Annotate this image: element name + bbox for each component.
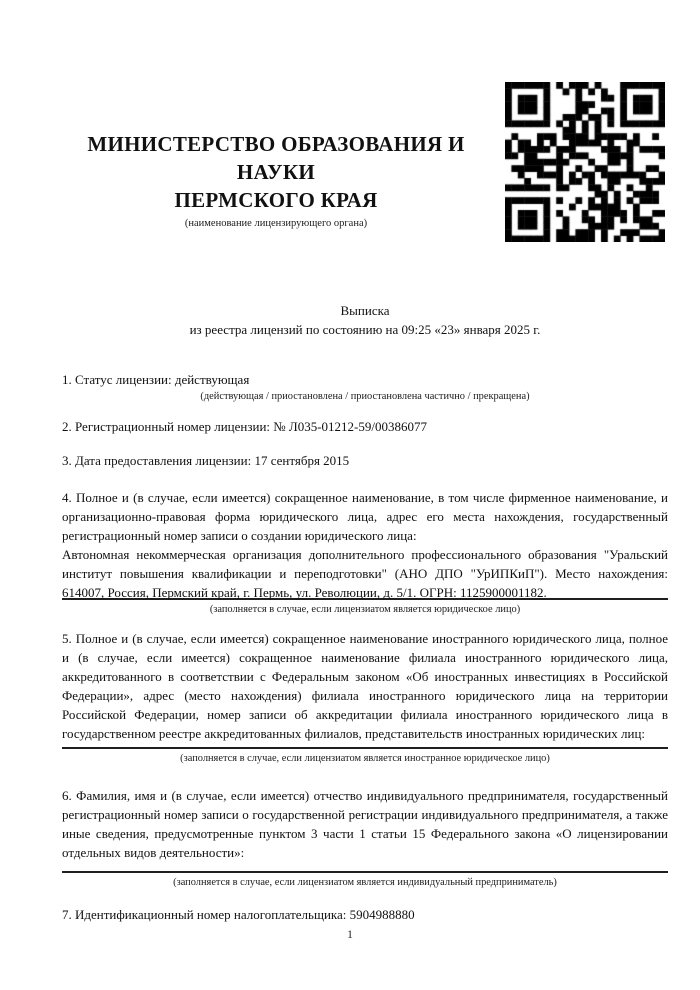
document-body	[62, 370, 668, 924]
document-title	[62, 301, 668, 339]
licensing-authority-header	[62, 130, 490, 229]
legal-entity-answer: Автономная некоммерческая организация дополнительного профессионального образования "Уральский институт повышения квалификации и переподготовки" (АНО ДПО "УрИПКиП"). Место нахождения: 614007, Россия, Пермский край, г. Пермь, ул. Революции, д. 5/1. ОГРН: 1125900001182.	[62, 547, 668, 600]
foreign-entity-question: 5. Полное и (в случае, если имеется) сокращенное наименование иностранного юридического лица, полное и (в случае, если имеется) сокращенное наименование филиала иностранного юридического лица, аккредитованного в соответствии с Федеральным законом «Об иностранных инвестициях в Российской Федерации», адрес (место нахождения) филиала иностранного юридического лица на территории Российской Федерации, номер записи об аккредитации филиала иностранного юридического лица в государственном реестре аккредитованных филиалов, представительств иностранных юридических лиц:	[62, 631, 668, 741]
foreign-entity-section	[62, 629, 668, 743]
individual-entrepreneur-section	[62, 786, 668, 862]
ministry-name-line1: МИНИСТЕРСТВО ОБРАЗОВАНИЯ И НАУКИ	[87, 132, 465, 184]
qr-code-icon	[505, 82, 665, 242]
taxpayer-id-field: 7. Идентификационный номер налогоплательщика: 5904988880	[62, 907, 415, 922]
ministry-caption: (наименование лицензирующего органа)	[184, 218, 368, 229]
individual-entrepreneur-note: (заполняется в случае, если лицензиатом является индивидуальный предприниматель)	[173, 877, 557, 888]
foreign-entity-note: (заполняется в случае, если лицензиатом является иностранное юридическое лицо)	[180, 753, 550, 764]
document-title-line1: Выписка	[340, 303, 390, 318]
license-grant-date-field: 3. Дата предоставления лицензии: 17 сентября 2015	[62, 453, 350, 468]
legal-entity-note: (заполняется в случае, если лицензиатом является юридическое лицо)	[209, 604, 521, 615]
individual-entrepreneur-question: 6. Фамилия, имя и (в случае, если имеется) отчество индивидуального предпринимателя, государственный регистрационный номер записи о государственной регистрации индивидуального предпринимателя, а также иные сведения, предусмотренные пунктом 3 части 1 статьи 15 Федерального закона «О лицензировании отдельных видов деятельности»:	[62, 788, 668, 860]
legal-entity-question: 4. Полное и (в случае, если имеется) сокращенное наименование, в том числе фирменное наименование, и организационно-правовая форма юридического лица, адрес его места нахождения, государственный регистрационный номер записи о создании юридического лица:	[62, 490, 668, 543]
legal-entity-section	[62, 488, 668, 602]
page-number: 1	[347, 929, 353, 941]
license-status-options-note: (действующая / приостановлена / приостановлена частично / прекращена)	[200, 391, 530, 402]
license-status-field: 1. Статус лицензии: действующая	[62, 372, 250, 387]
registration-number-field: 2. Регистрационный номер лицензии: № Л035-01212-59/00386077	[62, 419, 428, 434]
document-title-line2: из реестра лицензий по состоянию на 09:25 «23» января 2025 г.	[189, 322, 541, 337]
individual-entrepreneur-underline	[62, 871, 668, 873]
foreign-entity-underline	[62, 747, 668, 749]
ministry-name-line2: ПЕРМСКОГО КРАЯ	[174, 188, 378, 212]
